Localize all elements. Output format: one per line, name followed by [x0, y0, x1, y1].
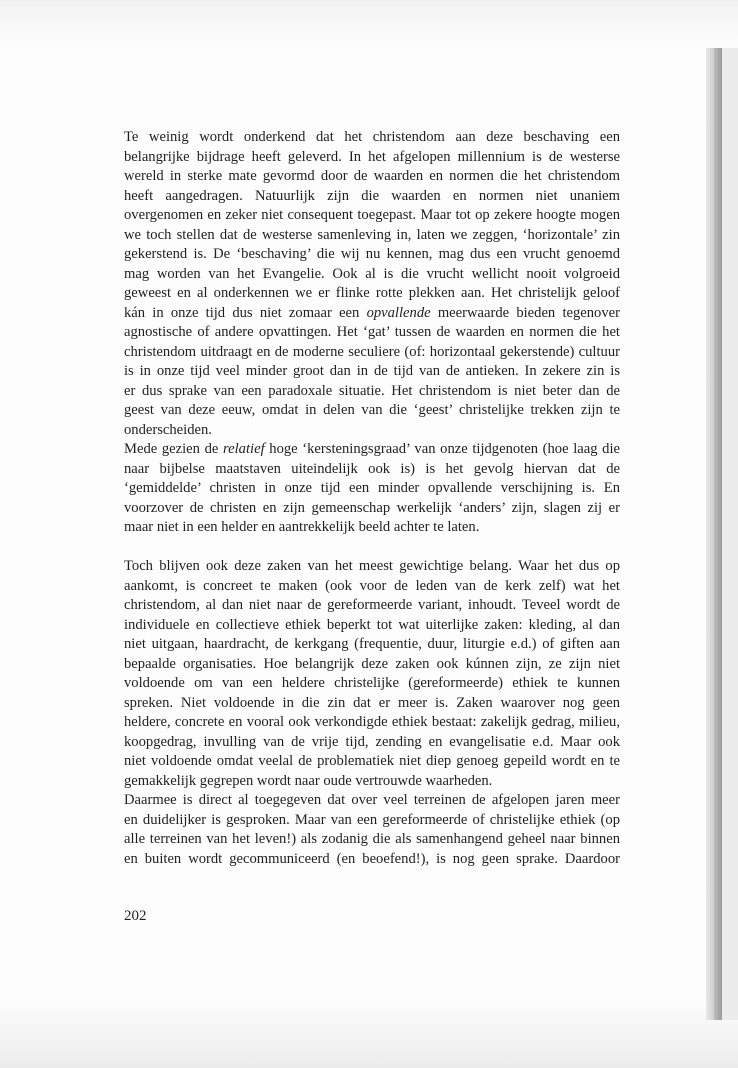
text-line: en duidelijker is gesproken. Maar van een gereformeerde of christelijke ethiek (op — [124, 811, 620, 828]
text-line: naar bijbelse maatstaven uiteindelijk ook is) is het gevolg hiervan dat de — [124, 460, 620, 477]
text-line: wereld in sterke mate gevormd door de waarden en normen die het christendom — [124, 168, 620, 184]
text-line: bepaalde organisaties. Hoe belangrijk deze zaken ook kúnnen zijn, ze zijn niet — [124, 655, 620, 672]
text-line: geweest en al onderkennen we er flinke rotte plekken aan. Het christelijk geloof — [124, 285, 620, 301]
emphasis: opvallende — [366, 304, 431, 321]
text-line: voldoende om van een heldere christelijke (gereformeerde) ethiek te kunnen — [124, 675, 620, 691]
text-line: christendom, al dan niet naar de gereformeerde variant, inhoudt. Teveel wordt de — [124, 597, 620, 613]
text-line: onderscheiden. — [124, 421, 212, 438]
page-number: 202 — [124, 908, 147, 924]
text-line: koopgedrag, invulling van de vrije tijd, zending en evangelisatie e.d. Maar ook — [124, 733, 620, 750]
text-line: heldere, concrete en vooral ook verkondigde ethiek bestaat: zakelijk gedrag, milieu, — [124, 714, 620, 730]
text-line: belangrijke bijdrage heeft geleverd. In het afgelopen millennium is de westerse — [124, 148, 620, 165]
text-line: kán in onze tijd dus niet zomaar een opvallende meerwaarde bieden tegenover — [124, 304, 620, 321]
text-line: christendom uitdraagt en de moderne seculiere (of: horizontaal gekerstende) cultuur — [124, 343, 620, 360]
scan-bottom-edge — [0, 998, 738, 1068]
emphasis: relatief — [223, 441, 265, 457]
text-line: er dus sprake van een paradoxale situatie. Het christendom is niet beter dan de — [124, 382, 620, 399]
text-line: Daarmee is direct al toegegeven dat over veel terreinen de afgelopen jaren meer — [124, 792, 620, 808]
text-line: maar niet in een helder en aantrekkelijk beeld achter te laten. — [124, 519, 480, 535]
text-line: we toch stellen dat de westerse samenleving in, laten we zeggen, ‘horizontale’ zin — [124, 226, 620, 243]
text-line: Toch blijven ook deze zaken van het meest gewichtige belang. Waar het dus op — [124, 558, 620, 574]
text-line: gemakkelijk gegrepen wordt naar oude vertrouwde waarheden. — [124, 772, 493, 789]
binding-edge — [714, 48, 722, 1020]
text-line: individuele en collectieve ethiek beperkt tot wat uiterlijke zaken: kleding, al dan — [124, 616, 620, 633]
text-line: mag worden van het Evangelie. Ook al is die vrucht wellicht nooit volgroeid — [124, 265, 620, 282]
text-line: geest van deze eeuw, omdat in delen van die ‘geest’ christelijke trekken zijn te — [124, 402, 620, 418]
text-line: niet uitgaan, haardracht, de kerkgang (frequentie, duur, liturgie e.d.) of giften aan — [124, 636, 620, 652]
text-line: spreken. Niet voldoende in die zin dat er meer is. Zaken waarover nog geen — [124, 694, 620, 711]
text-line: gekerstend is. De ‘beschaving’ die wij nu kennen, mag dus een vrucht genoemd — [124, 246, 620, 262]
text-line: agnostische of andere opvattingen. Het ‘gat’ tussen de waarden en normen die het — [124, 324, 620, 340]
text-line: Te weinig wordt onderkend dat het christendom aan deze beschaving een — [124, 129, 620, 145]
binding-outer — [722, 48, 738, 1020]
text-line: overgenomen en zeker niet consequent toegepast. Maar tot op zekere hoogte mogen — [124, 207, 620, 223]
scan-top-edge — [0, 0, 738, 46]
text-line: aankomt, is concreet te maken (ook voor de leden van de kerk zelf) wat het — [124, 577, 620, 594]
text-line: heeft aangedragen. Natuurlijk zijn die waarden en normen niet unaniem — [124, 187, 620, 204]
text-line: is in onze tijd veel minder groot dan in de tijd van de antieken. In zekere zin is — [124, 363, 620, 379]
binding-shadow — [706, 48, 714, 1020]
text-line: en buiten wordt gecommuniceerd (en beoefend!), is nog geen sprake. Daardoor — [124, 850, 620, 867]
text-line: niet voldoende omdat veelal de problematiek niet diep genoeg gepeild wordt en te — [124, 753, 620, 769]
text-line: voorzover de christen en zijn gemeenschap werkelijk ‘anders’ zijn, slagen zij er — [124, 499, 620, 516]
text-line: alle terreinen van het leven!) als zodanig die als samenhangend geheel naar binnen — [124, 831, 620, 847]
text-line: Mede gezien de relatief hoge ‘kersteningsgraad’ van onze tijdgenoten (hoe laag die — [124, 441, 620, 457]
body-text — [124, 128, 620, 869]
text-line: ‘gemiddelde’ christen in onze tijd een minder opvallende verschijning is. En — [124, 480, 620, 496]
